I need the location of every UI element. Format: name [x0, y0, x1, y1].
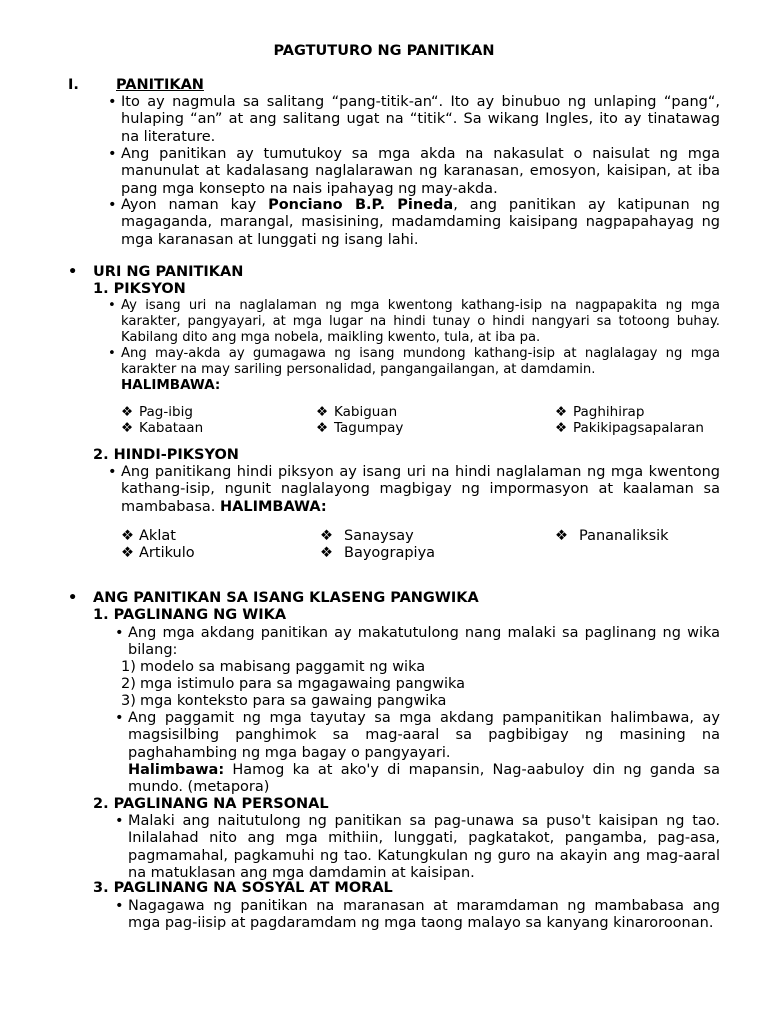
example-item: ❖ Sanaysay: [320, 528, 414, 544]
bullet-text: Ang may-akda ay gumagawa ng isang mundong kathang-isip at naglalagay ng mga karakter na may sariling personalidad, pangangailangan, at damdamin.: [121, 346, 720, 377]
bullet-text: Nagagawa ng panitikan na maranasan at maramdaman ng mambabasa ang mga pag-iisip at pagdaramdam ng mga taong malayo sa kanyang kinaroroonan.: [128, 898, 720, 932]
numbered-item: 2) mga istimulo para sa mgagawaing pangwika: [121, 676, 466, 692]
diamond-icon: ❖: [320, 528, 333, 544]
subheading-paglinang-na-sosyal: 3. PAGLINANG NA SOSYAL AT MORAL: [93, 880, 393, 896]
bullet-text: Ang panitikang hindi piksyon ay isang uri na hindi naglalaman ng mga kwentong kathang-isip, ngunit naglalayong magbigay ng impormasyon at kaalaman sa mambabasa. HALIMBAWA:: [121, 464, 720, 515]
halimbawa-label: HALIMBAWA:: [219, 498, 327, 515]
example-item: ❖ Pag-ibig: [121, 404, 193, 420]
example-item: ❖ Kabiguan: [316, 404, 398, 420]
diamond-icon: ❖: [121, 420, 134, 436]
diamond-icon: ❖: [121, 528, 134, 544]
example-item: ❖ Pakikipagsapalaran: [555, 420, 704, 436]
bullet-item: [115, 813, 720, 882]
section-heading-klaseng-pangwika: ANG PANITIKAN SA ISANG KLASENG PANGWIKA: [93, 590, 479, 606]
section-numeral: I.: [68, 77, 79, 93]
bullet-item: [108, 346, 720, 378]
section-heading-panitikan: PANITIKAN: [116, 77, 204, 93]
author-name: Ponciano B.P. Pineda: [268, 197, 454, 213]
bullet-text: Ang panitikan ay tumutukoy sa mga akda na nakasulat o naisulat ng mga manunulat at kadalasang naglalarawan ng karanasan, emosyon, kaisipan, at iba pang mga konsepto na nais ipahayag ng may-akda.: [121, 146, 720, 197]
bullet-item: [115, 710, 720, 796]
bullet-item: [108, 298, 720, 346]
diamond-icon: ❖: [320, 545, 333, 561]
bullet-icon: •: [108, 94, 117, 110]
bullet-item: [108, 464, 720, 516]
bullet-text: Ang paggamit ng mga tayutay sa mga akdang pampanitikan halimbawa, ay magsisilbing panghimok sa mag-aaral sa pagbibigay ng masining na paghahambing ng mga bagay o pangyayari. Halimbawa: Hamog ka at ako'y di mapansin, Nag-aabuloy din ng ganda sa mundo. (metapora): [128, 710, 720, 796]
subheading-piksyon: 1. PIKSYON: [93, 281, 186, 297]
example-item: ❖ Pananaliksik: [555, 528, 669, 544]
example-item: ❖ Artikulo: [121, 545, 195, 561]
bullet-text: Ito ay nagmula sa salitang “pang-titik-an“. Ito ay binubuo ng unlaping “pang“, hulaping “an” at ang salitang ugat na “titik“. Sa wikang Ingles, ito ay tinatawag na literature.: [121, 94, 720, 145]
example-item: ❖ Aklat: [121, 528, 176, 544]
subheading-hindi-piksyon: 2. HINDI-PIKSYON: [93, 447, 239, 463]
example-item: ❖ Paghihirap: [555, 404, 645, 420]
halimbawa-label: Halimbawa:: [128, 761, 225, 778]
bullet-icon: •: [68, 264, 78, 280]
bullet-icon: •: [115, 710, 124, 726]
diamond-icon: ❖: [316, 404, 329, 420]
bullet-icon: •: [68, 590, 78, 606]
bullet-text: Ang mga akdang panitikan ay makatutulong nang malaki sa paglinang ng wika bilang:: [128, 625, 720, 659]
example-item: ❖ Tagumpay: [316, 420, 404, 436]
section-heading-uri: URI NG PANITIKAN: [93, 264, 244, 280]
bullet-icon: •: [108, 346, 116, 361]
numbered-item: 1) modelo sa mabisang paggamit ng wika: [121, 659, 426, 675]
bullet-item: [115, 625, 720, 660]
bullet-text: Ayon naman kay Ponciano B.P. Pineda, ang panitikan ay katipunan ng magaganda, marangal, masisining, madamdaming kaisipang nagpapahayag ng mga karanasan at lunggati ng isang lahi.: [121, 197, 720, 248]
diamond-icon: ❖: [555, 528, 568, 544]
example-item: ❖ Bayograpiya: [320, 545, 436, 561]
example-item: ❖ Kabataan: [121, 420, 204, 436]
diamond-icon: ❖: [316, 420, 329, 436]
diamond-icon: ❖: [121, 404, 134, 420]
diamond-icon: ❖: [121, 545, 134, 561]
subheading-paglinang-ng-wika: 1. PAGLINANG NG WIKA: [93, 607, 287, 623]
bullet-icon: •: [108, 197, 117, 213]
bullet-icon: •: [108, 464, 117, 480]
bullet-text: Ay isang uri na naglalaman ng mga kwentong kathang-isip na nagpapakita ng mga karakter, pangyayari, at mga lugar na hindi tunay o hindi nangyari sa totoong buhay. Kabilang dito ang mga nobela, maikling kwento, tula, at iba pa.: [121, 298, 720, 345]
diamond-icon: ❖: [555, 420, 568, 436]
bullet-item: [108, 146, 720, 198]
bullet-item: [108, 197, 720, 249]
bullet-icon: •: [108, 146, 117, 162]
bullet-icon: •: [108, 298, 116, 313]
numbered-item: 3) mga konteksto para sa gawaing pangwika: [121, 693, 447, 709]
bullet-icon: •: [115, 625, 124, 641]
bullet-icon: •: [115, 898, 124, 914]
subheading-paglinang-na-personal: 2. PAGLINANG NA PERSONAL: [93, 796, 329, 812]
bullet-text: Malaki ang naitutulong ng panitikan sa pag-unawa sa puso't kaisipan ng tao. Inilalahad nito ang mga mithiin, lunggati, pagkatakot, pangamba, pag-asa, pagmamahal, pagkamuhi ng tao. Katungkulan ng guro na akayin ang mag-aaral na matuklasan ang mga damdamin at kaisipan.: [128, 813, 720, 881]
halimbawa-label: HALIMBAWA:: [121, 377, 221, 393]
bullet-item: [108, 94, 720, 146]
page-title: PAGTUTURO NG PANITIKAN: [273, 43, 495, 59]
bullet-icon: •: [115, 813, 124, 829]
diamond-icon: ❖: [555, 404, 568, 420]
bullet-item: [115, 898, 720, 933]
